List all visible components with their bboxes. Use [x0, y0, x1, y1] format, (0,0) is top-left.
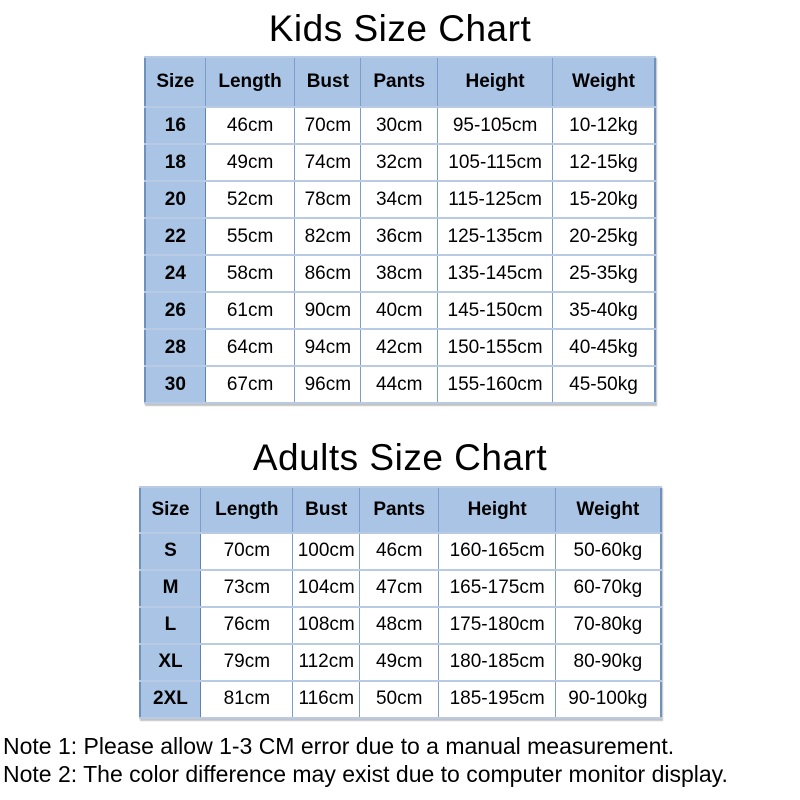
value-cell: 82cm	[295, 218, 361, 255]
value-cell: 48cm	[360, 607, 439, 644]
value-cell: 116cm	[293, 681, 360, 718]
value-cell: 70-80kg	[556, 607, 661, 644]
value-cell: 81cm	[201, 681, 293, 718]
table-row	[145, 181, 655, 218]
value-cell: 104cm	[293, 570, 360, 607]
value-cell: 55cm	[205, 218, 295, 255]
value-cell: 45-50kg	[552, 366, 655, 403]
size-cell: 24	[145, 255, 205, 292]
value-cell: 90-100kg	[556, 681, 661, 718]
size-cell: M	[140, 570, 201, 607]
value-cell: 49cm	[205, 144, 295, 181]
value-cell: 155-160cm	[438, 366, 553, 403]
value-cell: 67cm	[205, 366, 295, 403]
value-cell: 52cm	[205, 181, 295, 218]
value-cell: 150-155cm	[438, 329, 553, 366]
column-header: Size	[145, 57, 205, 107]
value-cell: 12-15kg	[552, 144, 655, 181]
size-cell: 16	[145, 107, 205, 144]
value-cell: 79cm	[201, 644, 293, 681]
size-cell: L	[140, 607, 201, 644]
adults-size-table	[139, 486, 662, 719]
table-row	[140, 570, 661, 607]
value-cell: 38cm	[361, 255, 438, 292]
value-cell: 25-35kg	[552, 255, 655, 292]
value-cell: 78cm	[295, 181, 361, 218]
column-header: Height	[439, 487, 556, 533]
value-cell: 108cm	[293, 607, 360, 644]
table-row	[145, 329, 655, 366]
value-cell: 90cm	[295, 292, 361, 329]
value-cell: 73cm	[201, 570, 293, 607]
table-row	[145, 255, 655, 292]
value-cell: 50-60kg	[556, 533, 661, 570]
value-cell: 74cm	[295, 144, 361, 181]
kids-table-body	[145, 107, 655, 403]
note-1: Note 1: Please allow 1-3 CM error due to a manual measurement.	[3, 732, 675, 759]
kids-table-header	[145, 57, 655, 107]
value-cell: 95-105cm	[438, 107, 553, 144]
value-cell: 175-180cm	[439, 607, 556, 644]
column-header: Bust	[295, 57, 361, 107]
value-cell: 32cm	[361, 144, 438, 181]
size-cell: S	[140, 533, 201, 570]
size-cell: 26	[145, 292, 205, 329]
value-cell: 64cm	[205, 329, 295, 366]
value-cell: 105-115cm	[438, 144, 553, 181]
value-cell: 40cm	[361, 292, 438, 329]
value-cell: 20-25kg	[552, 218, 655, 255]
value-cell: 100cm	[293, 533, 360, 570]
adults-chart-title: Adults Size Chart	[252, 437, 548, 479]
value-cell: 42cm	[361, 329, 438, 366]
value-cell: 86cm	[295, 255, 361, 292]
value-cell: 76cm	[201, 607, 293, 644]
value-cell: 94cm	[295, 329, 361, 366]
value-cell: 60-70kg	[556, 570, 661, 607]
value-cell: 96cm	[295, 366, 361, 403]
value-cell: 35-40kg	[552, 292, 655, 329]
table-row	[145, 366, 655, 403]
value-cell: 80-90kg	[556, 644, 661, 681]
table-row	[145, 107, 655, 144]
value-cell: 40-45kg	[552, 329, 655, 366]
value-cell: 47cm	[360, 570, 439, 607]
column-header: Pants	[361, 57, 438, 107]
column-header: Length	[201, 487, 293, 533]
column-header: Bust	[293, 487, 360, 533]
kids-size-table	[144, 56, 656, 404]
note-2: Note 2: The color difference may exist due to computer monitor display.	[3, 760, 728, 787]
value-cell: 15-20kg	[552, 181, 655, 218]
column-header: Height	[438, 57, 553, 107]
value-cell: 70cm	[201, 533, 293, 570]
value-cell: 46cm	[360, 533, 439, 570]
column-header: Weight	[552, 57, 655, 107]
value-cell: 145-150cm	[438, 292, 553, 329]
table-row	[140, 533, 661, 570]
value-cell: 61cm	[205, 292, 295, 329]
size-cell: 30	[145, 366, 205, 403]
value-cell: 10-12kg	[552, 107, 655, 144]
column-header: Pants	[360, 487, 439, 533]
size-cell: 28	[145, 329, 205, 366]
value-cell: 58cm	[205, 255, 295, 292]
size-cell: XL	[140, 644, 201, 681]
size-cell: 20	[145, 181, 205, 218]
adults-table-header	[140, 487, 661, 533]
size-cell: 2XL	[140, 681, 201, 718]
column-header: Weight	[556, 487, 661, 533]
table-row	[140, 681, 661, 718]
size-cell: 18	[145, 144, 205, 181]
table-row	[140, 644, 661, 681]
value-cell: 50cm	[360, 681, 439, 718]
value-cell: 70cm	[295, 107, 361, 144]
adults-size-chart-section	[0, 404, 800, 718]
value-cell: 165-175cm	[439, 570, 556, 607]
value-cell: 36cm	[361, 218, 438, 255]
column-header: Size	[140, 487, 201, 533]
value-cell: 125-135cm	[438, 218, 553, 255]
value-cell: 34cm	[361, 181, 438, 218]
value-cell: 44cm	[361, 366, 438, 403]
kids-chart-title: Kids Size Chart	[268, 8, 532, 49]
table-row	[145, 218, 655, 255]
value-cell: 30cm	[361, 107, 438, 144]
value-cell: 185-195cm	[439, 681, 556, 718]
value-cell: 160-165cm	[439, 533, 556, 570]
column-header: Length	[205, 57, 295, 107]
value-cell: 112cm	[293, 644, 360, 681]
value-cell: 115-125cm	[438, 181, 553, 218]
value-cell: 46cm	[205, 107, 295, 144]
table-row	[145, 144, 655, 181]
size-cell: 22	[145, 218, 205, 255]
table-row	[140, 607, 661, 644]
value-cell: 49cm	[360, 644, 439, 681]
adults-table-body	[140, 533, 661, 718]
table-row	[145, 292, 655, 329]
value-cell: 135-145cm	[438, 255, 553, 292]
value-cell: 180-185cm	[439, 644, 556, 681]
notes-block	[0, 732, 800, 788]
